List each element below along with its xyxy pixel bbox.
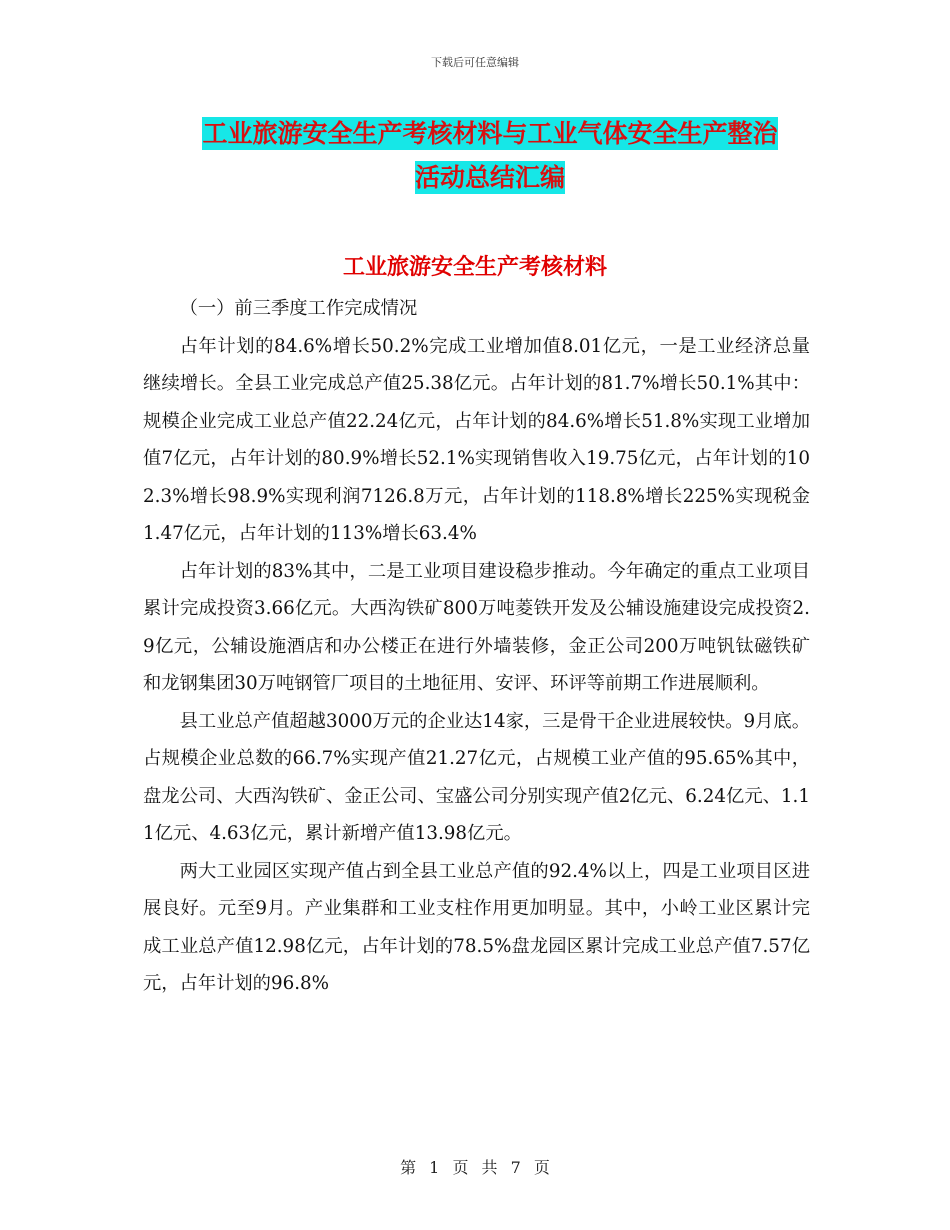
page-footer: 第 1 页 共 7 页 <box>400 1158 550 1177</box>
section-title: 工业旅游安全生产考核材料 <box>342 255 607 280</box>
document-title-line-1: 工业旅游安全生产考核材料与工业气体安全生产整治 <box>202 119 778 148</box>
document-title <box>140 112 840 200</box>
body-paragraph: 县工业总产值超越3000万元的企业达14家，三是骨干企业进展较快。9月底。占规模企业总数的66.7%实现产值21.27亿元，占规模工业产值的95.65%其中，盘龙公司、大西沟铁矿、金正公司、宝盛公司分别实现产值2亿元、6.24亿元、1.11亿元、4.63亿元，累计新增产值13.98亿元。 <box>143 710 810 844</box>
body-paragraph: 两大工业园区实现产值占到全县工业总产值的92.4%以上，四是工业项目区进展良好。元至9月。产业集群和工业支柱作用更加明显。其中，小岭工业区累计完成工业总产值12.98亿元，占年计划的78.5%盘龙园区累计完成工业总产值7.57亿元，占年计划的96.8% <box>143 860 810 994</box>
subheading-paragraph: （一）前三季度工作完成情况 <box>179 298 418 319</box>
body-paragraph: 占年计划的84.6%增长50.2%完成工业增加值8.01亿元，一是工业经济总量继续增长。全县工业完成总产值25.38亿元。占年计划的81.7%增长50.1%其中：规模企业完成工业总产值22.24亿元，占年计划的84.6%增长51.8%实现工业增加值7亿元，占年计划的80.9%增长52.1%实现销售收入19.75亿元，占年计划的102.3%增长98.9%实现利润7126.8万元，占年计划的118.8%增长225%实现税金1.47亿元，占年计划的113%增长63.4% <box>143 335 810 544</box>
document-title-line-2: 活动总结汇编 <box>414 163 565 192</box>
document-body <box>143 290 810 1003</box>
page-header-note: 下载后可任意编辑 <box>431 56 519 69</box>
body-paragraph: 占年计划的83%其中，二是工业项目建设稳步推动。今年确定的重点工业项目累计完成投资3.66亿元。大西沟铁矿800万吨菱铁开发及公辅设施建设完成投资2.9亿元，公辅设施酒店和办公楼正在进行外墙装修，金正公司200万吨钒钛磁铁矿和龙钢集团30万吨钢管厂项目的土地征用、安评、环评等前期工作进展顺利。 <box>143 560 810 694</box>
